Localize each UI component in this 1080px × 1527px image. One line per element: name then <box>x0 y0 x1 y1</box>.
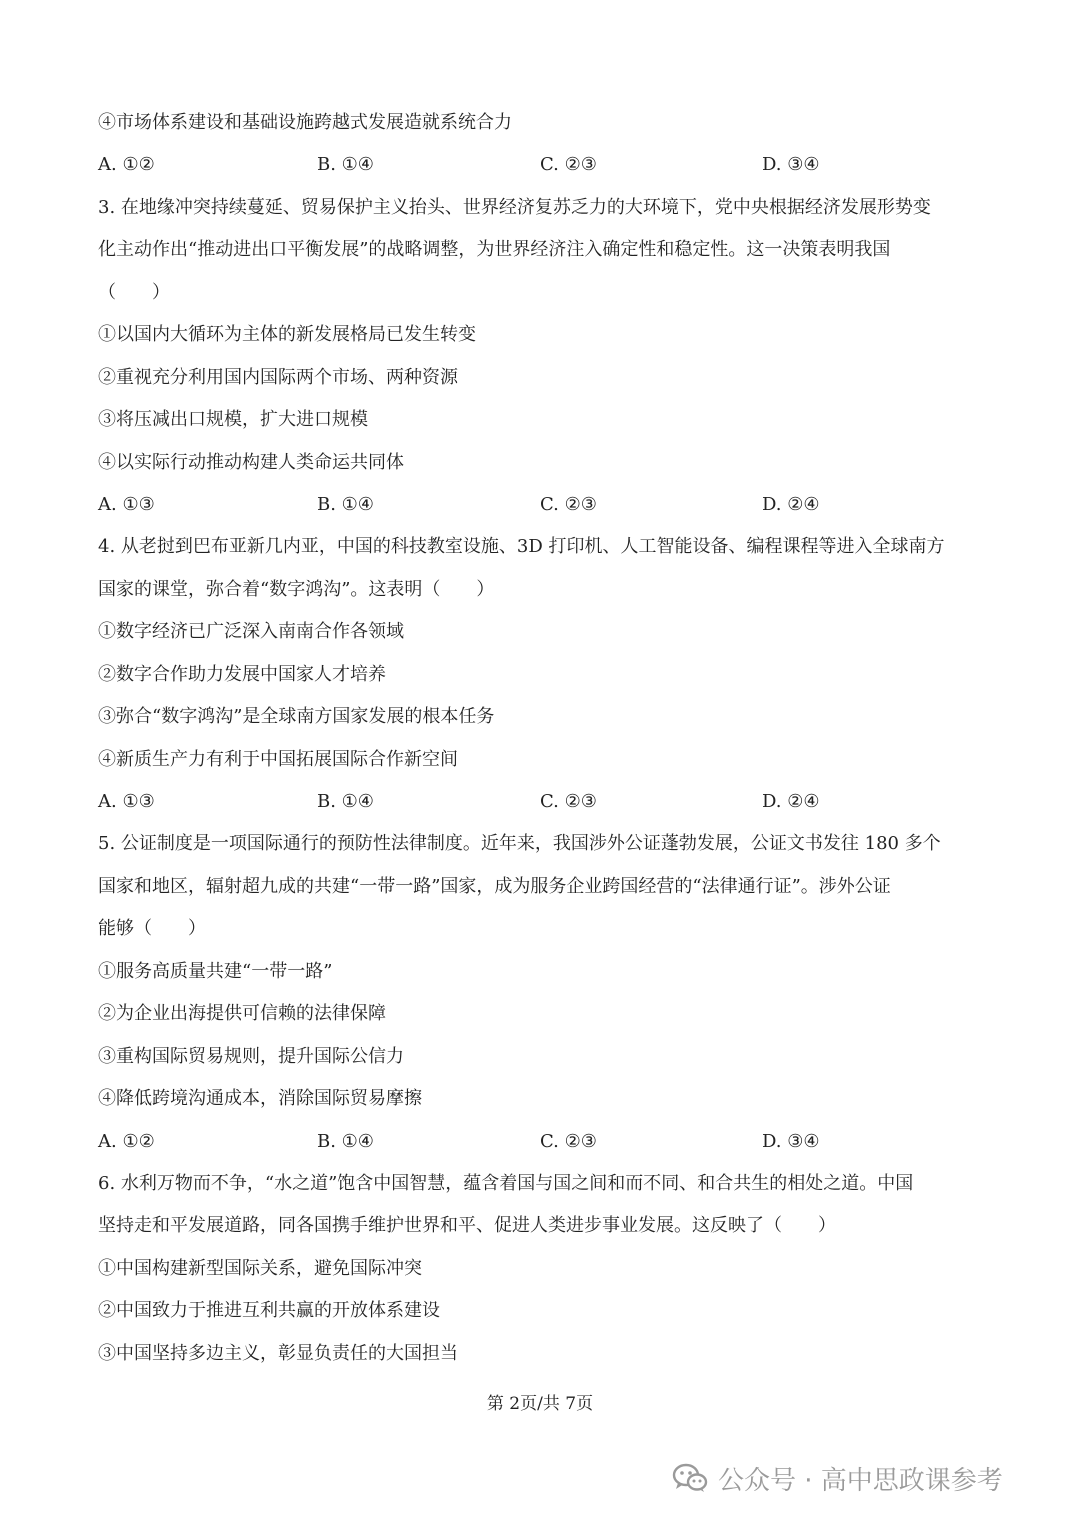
choice-d: D. ③④ <box>762 154 820 175</box>
option-line: ④降低跨境沟通成本，消除国际贸易摩擦 <box>98 1088 422 1109</box>
choice-c: C. ②③ <box>540 1131 597 1152</box>
option-line: ①数字经济已广泛深入南南合作各领域 <box>98 621 404 642</box>
option-line: ①中国构建新型国际关系，避免国际冲突 <box>98 1258 422 1279</box>
question-6-stem-cont: 坚持走和平发展道路，同各国携手维护世界和平、促进人类进步事业发展。这反映了（ ） <box>98 1215 836 1236</box>
option-line: ④以实际行动推动构建人类命运共同体 <box>98 452 404 473</box>
option-line: ③弥合“数字鸿沟”是全球南方国家发展的根本任务 <box>98 706 495 727</box>
choice-d: D. ③④ <box>762 1131 820 1152</box>
option-line: ④新质生产力有利于中国拓展国际合作新空间 <box>98 749 458 770</box>
option-line: ②重视充分利用国内国际两个市场、两种资源 <box>98 367 458 388</box>
question-4-stem: 4. 从老挝到巴布亚新几内亚，中国的科技教室设施、3D 打印机、人工智能设备、编程课程等进入全球南方 <box>98 536 945 557</box>
question-5-blank: 能够（ ） <box>98 918 206 939</box>
question-4-stem-cont: 国家的课堂，弥合着“数字鸿沟”。这表明（ ） <box>98 579 495 600</box>
answer-choices <box>98 790 998 814</box>
option-line: ④市场体系建设和基础设施跨越式发展造就系统合力 <box>98 112 512 133</box>
option-line: ③重构国际贸易规则，提升国际公信力 <box>98 1046 404 1067</box>
answer-choices <box>98 1130 998 1154</box>
choice-a: A. ①③ <box>98 494 155 515</box>
choice-a: A. ①② <box>98 154 155 175</box>
option-line: ②为企业出海提供可信赖的法律保障 <box>98 1003 386 1024</box>
answer-choices <box>98 493 998 517</box>
page-number: 第 2页/共 7页 <box>486 1394 594 1414</box>
question-3-blank: （ ） <box>98 282 170 303</box>
watermark <box>672 1458 1003 1498</box>
option-line: ②中国致力于推进互利共赢的开放体系建设 <box>98 1300 440 1321</box>
answer-choices <box>98 153 998 177</box>
question-5-stem-cont: 国家和地区，辐射超九成的共建“一带一路”国家，成为服务企业跨国经营的“法律通行证”。涉外公证 <box>98 876 891 897</box>
choice-d: D. ②④ <box>762 494 820 515</box>
question-3-stem: 3. 在地缘冲突持续蔓延、贸易保护主义抬头、世界经济复苏乏力的大环境下，党中央根据经济发展形势变 <box>98 197 931 218</box>
choice-c: C. ②③ <box>540 494 597 515</box>
choice-b: B. ①④ <box>317 494 374 515</box>
wechat-icon <box>672 1463 708 1493</box>
option-line: ③将压减出口规模，扩大进口规模 <box>98 409 368 430</box>
option-line: ③中国坚持多边主义，彰显负责任的大国担当 <box>98 1343 458 1364</box>
watermark-text: 公众号 · 高中思政课参考 <box>718 1465 1003 1496</box>
choice-c: C. ②③ <box>540 154 597 175</box>
option-line: ①以国内大循环为主体的新发展格局已发生转变 <box>98 324 476 345</box>
question-6-stem: 6. 水利万物而不争，“水之道”饱含中国智慧，蕴含着国与国之间和而不同、和合共生的相处之道。中国 <box>98 1173 914 1194</box>
option-line: ①服务高质量共建“一带一路” <box>98 961 333 982</box>
option-line: ②数字合作助力发展中国家人才培养 <box>98 664 386 685</box>
choice-d: D. ②④ <box>762 791 820 812</box>
choice-a: A. ①③ <box>98 791 155 812</box>
choice-b: B. ①④ <box>317 791 374 812</box>
question-5-stem: 5. 公证制度是一项国际通行的预防性法律制度。近年来，我国涉外公证蓬勃发展，公证文书发往 180 多个 <box>98 833 941 854</box>
choice-a: A. ①② <box>98 1131 155 1152</box>
choice-c: C. ②③ <box>540 791 597 812</box>
question-3-stem-cont: 化主动作出“推动进出口平衡发展”的战略调整，为世界经济注入确定性和稳定性。这一决策表明我国 <box>98 239 891 260</box>
choice-b: B. ①④ <box>317 1131 374 1152</box>
choice-b: B. ①④ <box>317 154 374 175</box>
